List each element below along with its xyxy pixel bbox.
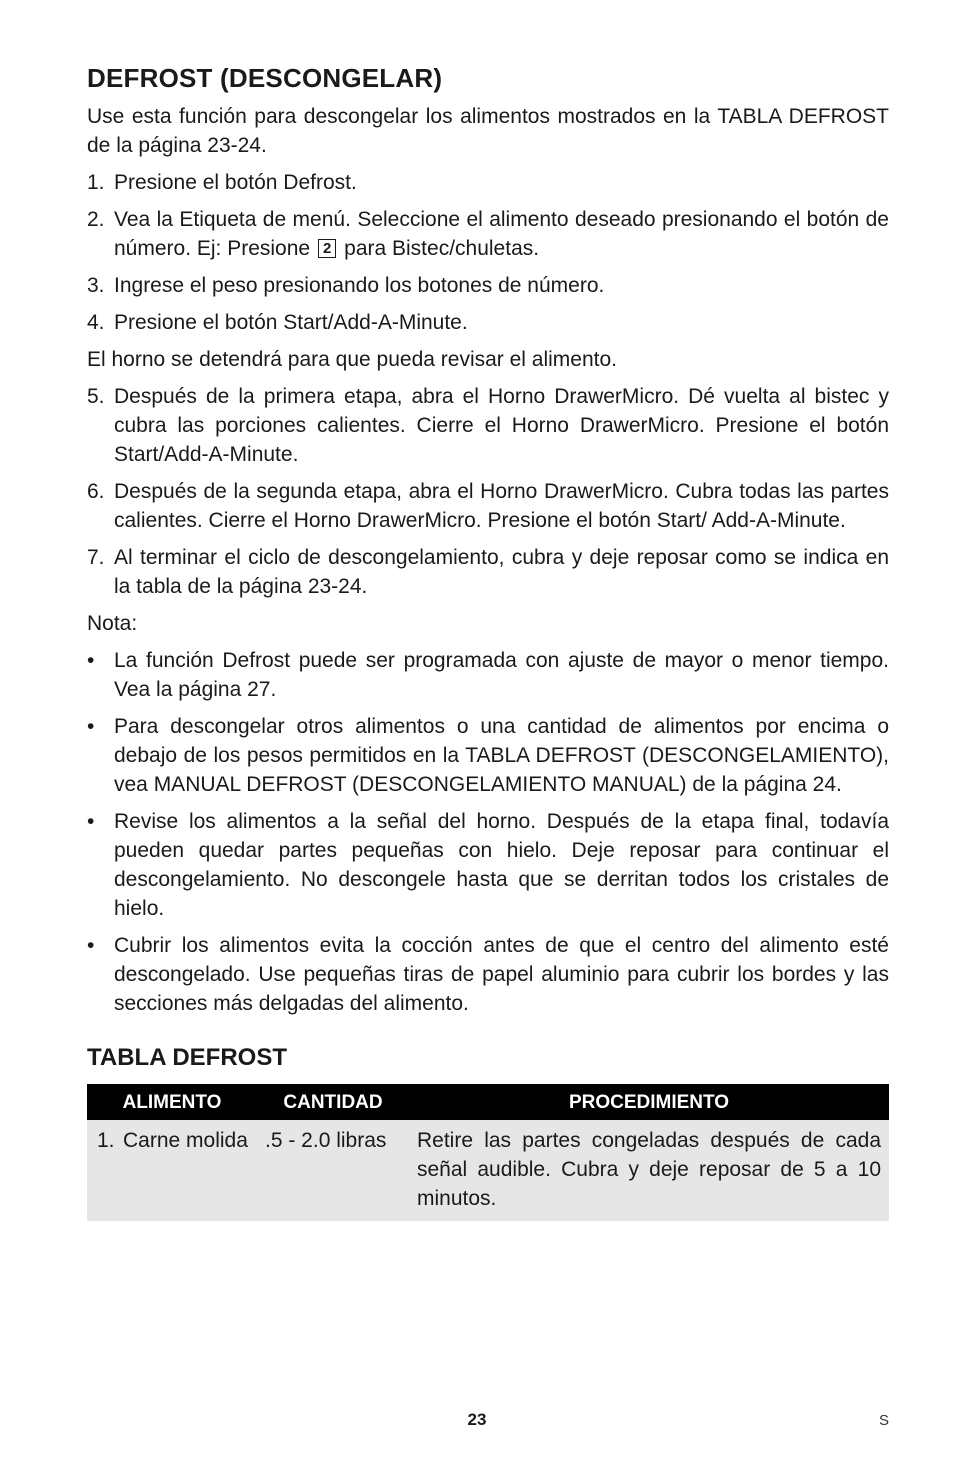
section-title: DEFROST (DESCONGELAR)	[87, 63, 443, 93]
step-number: 3.	[87, 274, 105, 297]
header-alimento: ALIMENTO	[87, 1084, 257, 1120]
step-item	[87, 382, 889, 469]
step-text: Después de la primera etapa, abra el Horno DrawerMicro. Dé vuelta al bistec y cubra las porciones calientes. Cierre el Horno DrawerMicro. Presione el botón Start/Add-A-Minute.	[114, 385, 889, 466]
intro-paragraph: Use esta función para descongelar los alimentos mostrados en la TABLA DEFROST de la página 23-24.	[87, 105, 889, 157]
steps-list-a	[87, 168, 889, 337]
note-text: Cubrir los alimentos evita la cocción antes de que el centro del alimento esté descongelado. Use pequeñas tiras de papel aluminio para cubrir los bordes y las secciones más delgadas del alimento.	[114, 934, 889, 1015]
note-item	[87, 712, 889, 799]
step-item	[87, 205, 889, 263]
manual-page	[87, 58, 889, 1221]
language-mark: S	[879, 1412, 890, 1429]
note-item	[87, 931, 889, 1018]
bullet-icon: •	[87, 934, 95, 957]
bullet-icon: •	[87, 715, 95, 738]
procedure-cell: Retire las partes congeladas después de cada señal audible. Cubra y deje reposar de 5 a 10 minutos.	[409, 1120, 889, 1221]
step-text: Ingrese el peso presionando los botones de número.	[114, 274, 605, 297]
step-number: 1.	[87, 171, 105, 194]
step-text-after: para Bistec/chuletas.	[344, 237, 540, 260]
step-item	[87, 308, 889, 337]
note-text: Revise los alimentos a la señal del horno. Después de la etapa final, todavía pueden quedar partes pequeñas con hielo. Deje reposar para continuar el descongelamiento. No descongele hasta que se derritan todos los cristales de hielo.	[114, 810, 889, 920]
number-key-icon: 2	[318, 239, 336, 258]
header-cantidad: CANTIDAD	[257, 1084, 409, 1120]
bullet-icon: •	[87, 810, 95, 833]
step-item	[87, 271, 889, 300]
step-number: 5.	[87, 385, 105, 408]
pause-note: El horno se detendrá para que pueda revisar el alimento.	[87, 348, 618, 371]
table-title: TABLA DEFROST	[87, 1044, 287, 1071]
step-item	[87, 477, 889, 535]
amount-cell: .5 - 2.0 libras	[257, 1120, 409, 1221]
food-number: 1.	[97, 1129, 115, 1152]
step-number: 2.	[87, 208, 105, 231]
note-item	[87, 807, 889, 923]
table-row	[87, 1120, 889, 1221]
defrost-table	[87, 1084, 889, 1221]
nota-label: Nota:	[87, 612, 138, 635]
step-item	[87, 168, 889, 197]
step-text: Al terminar el ciclo de descongelamiento, cubra y deje reposar como se indica en la tabla de la página 23-24.	[114, 546, 889, 598]
step-number: 6.	[87, 480, 105, 503]
note-text: Para descongelar otros alimentos o una cantidad de alimentos por encima o debajo de los pesos permitidos en la TABLA DEFROST (DESCONGELAMIENTO), vea MANUAL DEFROST (DESCONGELAMIENTO MANUAL) de la página 24.	[114, 715, 889, 796]
header-procedimiento: PROCEDIMIENTO	[409, 1084, 889, 1120]
step-text: Presione el botón Start/Add-A-Minute.	[114, 311, 468, 334]
steps-list-b	[87, 382, 889, 601]
bullet-icon: •	[87, 649, 95, 672]
step-text: Presione el botón Defrost.	[114, 171, 357, 194]
step-number: 7.	[87, 546, 105, 569]
notes-list	[87, 646, 889, 1018]
note-text: La función Defrost puede ser programada con ajuste de mayor o menor tiempo. Vea la página 27.	[114, 649, 889, 701]
food-name: Carne molida	[123, 1129, 248, 1152]
food-cell	[87, 1120, 257, 1221]
step-text-before: Vea la Etiqueta de menú. Seleccione el alimento deseado presionando el botón de número. Ej: Presione	[114, 208, 889, 260]
page-number: 23	[467, 1410, 487, 1429]
table-header-row	[87, 1084, 889, 1120]
step-text	[114, 205, 889, 263]
step-text: Después de la segunda etapa, abra el Horno DrawerMicro. Cubra todas las partes calientes. Cierre el Horno DrawerMicro. Presione el botón Start/ Add-A-Minute.	[114, 480, 889, 532]
note-item	[87, 646, 889, 704]
step-item	[87, 543, 889, 601]
step-number: 4.	[87, 311, 105, 334]
